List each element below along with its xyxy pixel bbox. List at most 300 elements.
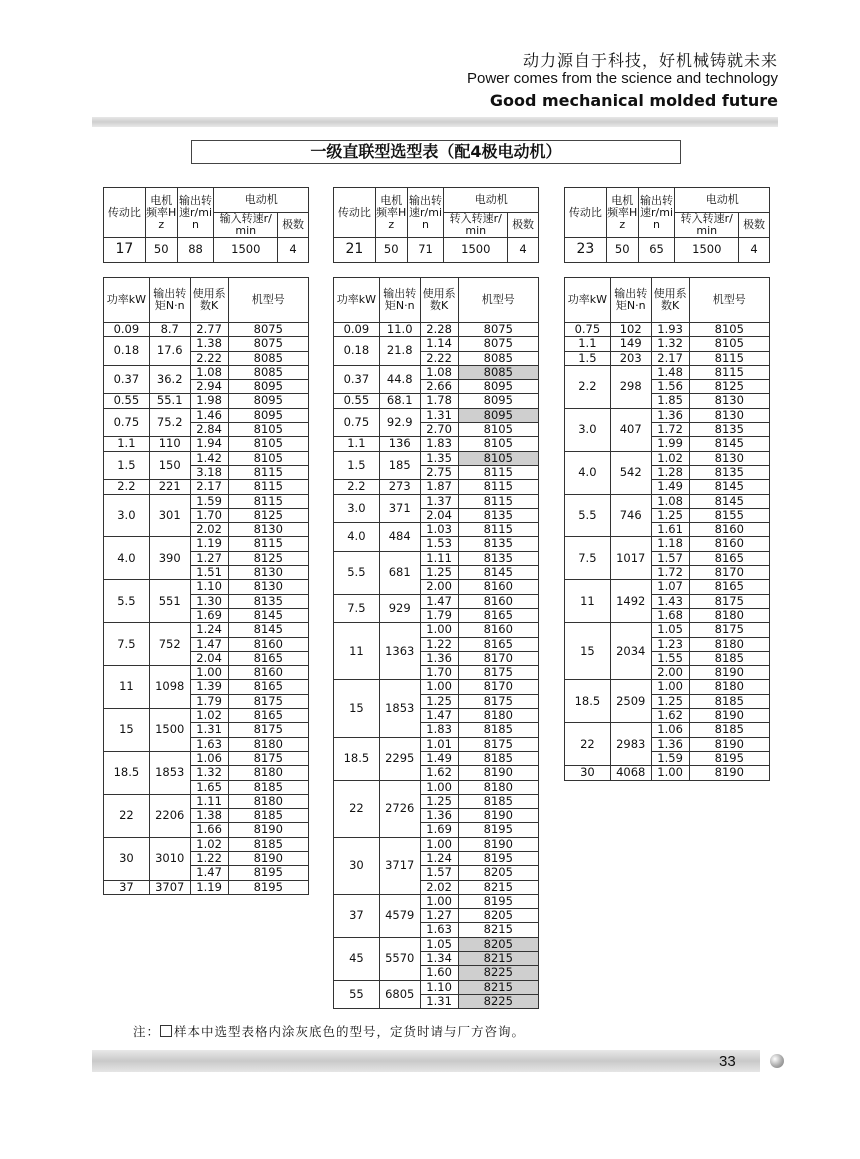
model-cell: 8215	[458, 923, 538, 937]
factor-cell: 1.79	[190, 694, 228, 708]
factor-cell: 2.70	[420, 423, 458, 437]
table-row	[334, 980, 539, 994]
power-cell: 2.2	[334, 480, 380, 494]
factor-cell: 1.69	[190, 608, 228, 622]
model-cell: 8180	[228, 794, 308, 808]
factor-cell: 1.72	[651, 423, 689, 437]
model-cell: 8135	[689, 465, 769, 479]
factor-cell: 1.68	[651, 608, 689, 622]
factor-cell: 1.27	[420, 909, 458, 923]
model-cell: 8125	[689, 380, 769, 394]
power-cell: 1.1	[565, 337, 611, 351]
model-cell: 8180	[458, 780, 538, 794]
footer-bar	[92, 1050, 760, 1072]
ratio-header: 传动比	[565, 188, 607, 238]
power-cell: 3.0	[334, 494, 380, 523]
model-cell: 8165	[228, 680, 308, 694]
torque-cell: 17.6	[149, 337, 190, 366]
power-cell: 15	[104, 709, 150, 752]
model-header: 机型号	[689, 278, 769, 323]
factor-cell: 1.47	[190, 866, 228, 880]
model-cell: 8190	[689, 737, 769, 751]
torque-cell: 8.7	[149, 323, 190, 337]
table-row	[104, 394, 309, 408]
model-cell: 8190	[228, 851, 308, 865]
model-cell: 8085	[228, 351, 308, 365]
factor-cell: 1.25	[651, 508, 689, 522]
model-cell: 8205	[458, 866, 538, 880]
table-row	[334, 680, 539, 694]
factor-cell: 2.22	[190, 351, 228, 365]
torque-header: 输出转矩N·n	[149, 278, 190, 323]
factor-cell: 1.57	[420, 866, 458, 880]
table-row	[565, 494, 770, 508]
model-cell: 8160	[689, 523, 769, 537]
table-row	[334, 408, 539, 422]
torque-cell: 92.9	[379, 408, 420, 437]
power-cell: 30	[565, 766, 611, 780]
selection-table	[564, 277, 770, 781]
model-cell: 8215	[458, 880, 538, 894]
poles-header: 极数	[278, 213, 309, 238]
motor-header: 电动机	[214, 188, 309, 213]
model-cell: 8135	[458, 551, 538, 565]
factor-cell: 2.66	[420, 380, 458, 394]
power-cell: 0.55	[104, 394, 150, 408]
table-row	[104, 880, 309, 894]
model-cell: 8175	[228, 751, 308, 765]
factor-cell: 1.00	[420, 780, 458, 794]
table-row	[334, 323, 539, 337]
factor-cell: 1.31	[420, 408, 458, 422]
factor-cell: 1.31	[190, 723, 228, 737]
model-cell: 8190	[689, 709, 769, 723]
power-cell: 30	[334, 837, 380, 894]
table-row	[334, 451, 539, 465]
model-cell: 8130	[689, 408, 769, 422]
power-cell: 18.5	[565, 680, 611, 723]
table-row	[565, 365, 770, 379]
model-cell: 8180	[228, 737, 308, 751]
factor-cell: 1.46	[190, 408, 228, 422]
torque-cell: 68.1	[379, 394, 420, 408]
ratio-header: 传动比	[334, 188, 376, 238]
factor-cell: 1.08	[190, 365, 228, 379]
model-cell: 8160	[228, 637, 308, 651]
torque-cell: 75.2	[149, 408, 190, 437]
page-number: 33	[719, 1053, 736, 1070]
poles-value: 4	[278, 238, 309, 263]
table-row	[565, 337, 770, 351]
power-cell: 2.2	[565, 365, 611, 408]
model-cell: 8085	[458, 365, 538, 379]
torque-cell: 3010	[149, 837, 190, 880]
model-cell: 8185	[458, 723, 538, 737]
model-cell: 8215	[458, 952, 538, 966]
model-cell: 8170	[689, 566, 769, 580]
freq-value: 50	[375, 238, 407, 263]
factor-cell: 1.10	[420, 980, 458, 994]
table-row	[334, 480, 539, 494]
model-cell: 8160	[458, 594, 538, 608]
power-cell: 0.18	[104, 337, 150, 366]
model-cell: 8130	[228, 566, 308, 580]
factor-cell: 1.62	[420, 766, 458, 780]
model-cell: 8170	[458, 680, 538, 694]
model-cell: 8135	[458, 508, 538, 522]
torque-cell: 371	[379, 494, 420, 523]
model-cell: 8105	[458, 451, 538, 465]
power-cell: 3.0	[104, 494, 150, 537]
factor-header: 使用系数K	[190, 278, 228, 323]
factor-cell: 1.02	[190, 837, 228, 851]
torque-cell: 4579	[379, 894, 420, 937]
factor-cell: 2.77	[190, 323, 228, 337]
model-cell: 8215	[458, 980, 538, 994]
model-header: 机型号	[458, 278, 538, 323]
factor-cell: 1.49	[420, 751, 458, 765]
torque-cell: 11.0	[379, 323, 420, 337]
factor-cell: 1.78	[420, 394, 458, 408]
power-cell: 0.09	[334, 323, 380, 337]
model-cell: 8165	[228, 651, 308, 665]
factor-cell: 1.66	[190, 823, 228, 837]
out-speed-value: 71	[407, 238, 444, 263]
model-cell: 8095	[458, 380, 538, 394]
model-cell: 8190	[228, 823, 308, 837]
header-divider-bar	[92, 117, 778, 127]
torque-cell: 407	[610, 408, 651, 451]
slogan-cn: 动力源自于科技，好机械铸就未来	[522, 51, 778, 70]
model-cell: 8085	[228, 365, 308, 379]
model-cell: 8185	[689, 694, 769, 708]
torque-cell: 681	[379, 551, 420, 594]
model-cell: 8115	[458, 465, 538, 479]
torque-cell: 110	[149, 437, 190, 451]
in-speed-header: 输入转速r/min	[214, 213, 278, 238]
model-cell: 8190	[458, 766, 538, 780]
power-cell: 7.5	[104, 623, 150, 666]
factor-cell: 1.94	[190, 437, 228, 451]
model-cell: 8145	[689, 437, 769, 451]
torque-cell: 1853	[149, 751, 190, 794]
power-cell: 5.5	[565, 494, 611, 537]
power-cell: 11	[334, 623, 380, 680]
factor-cell: 1.83	[420, 723, 458, 737]
factor-cell: 1.70	[190, 508, 228, 522]
ratio-value: 23	[565, 238, 607, 263]
power-cell: 1.5	[334, 451, 380, 480]
model-cell: 8085	[458, 351, 538, 365]
factor-cell: 1.31	[420, 994, 458, 1008]
model-cell: 8095	[228, 394, 308, 408]
out-speed-value: 88	[177, 238, 214, 263]
torque-cell: 6805	[379, 980, 420, 1009]
factor-cell: 2.00	[651, 666, 689, 680]
in-speed-value: 1500	[214, 238, 278, 263]
torque-cell: 301	[149, 494, 190, 537]
model-cell: 8185	[228, 780, 308, 794]
factor-cell: 1.25	[420, 694, 458, 708]
factor-cell: 1.48	[651, 365, 689, 379]
power-cell: 0.18	[334, 337, 380, 366]
model-cell: 8185	[689, 651, 769, 665]
factor-cell: 1.83	[420, 437, 458, 451]
torque-cell: 2206	[149, 794, 190, 837]
in-speed-header: 转入转速r/min	[444, 213, 508, 238]
factor-cell: 1.19	[190, 537, 228, 551]
factor-cell: 1.10	[190, 580, 228, 594]
footnote-text: 样本中选型表格内涂灰底色的型号，定货时请与厂方咨询。	[174, 1024, 526, 1039]
model-cell: 8125	[228, 508, 308, 522]
power-cell: 0.55	[334, 394, 380, 408]
slogan-en-bold: Good mechanical molded future	[489, 91, 778, 110]
freq-value: 50	[606, 238, 638, 263]
factor-cell: 1.63	[420, 923, 458, 937]
model-cell: 8160	[228, 666, 308, 680]
factor-cell: 1.37	[420, 494, 458, 508]
factor-cell: 2.22	[420, 351, 458, 365]
model-cell: 8105	[458, 437, 538, 451]
factor-cell: 1.22	[190, 851, 228, 865]
factor-cell: 1.00	[420, 680, 458, 694]
factor-cell: 1.70	[420, 666, 458, 680]
model-cell: 8105	[228, 451, 308, 465]
torque-cell: 1500	[149, 709, 190, 752]
power-header: 功率kW	[334, 278, 380, 323]
model-cell: 8155	[689, 508, 769, 522]
torque-cell: 390	[149, 537, 190, 580]
model-cell: 8190	[689, 766, 769, 780]
model-cell: 8180	[689, 680, 769, 694]
model-cell: 8105	[458, 423, 538, 437]
torque-cell: 484	[379, 523, 420, 552]
factor-cell: 1.08	[420, 365, 458, 379]
model-cell: 8145	[458, 566, 538, 580]
factor-cell: 1.00	[420, 894, 458, 908]
factor-cell: 1.24	[190, 623, 228, 637]
model-cell: 8195	[689, 751, 769, 765]
table-row	[334, 394, 539, 408]
model-cell: 8145	[689, 494, 769, 508]
factor-cell: 1.28	[651, 465, 689, 479]
model-cell: 8165	[689, 551, 769, 565]
in-speed-value: 1500	[675, 238, 739, 263]
factor-cell: 1.30	[190, 594, 228, 608]
power-cell: 1.1	[334, 437, 380, 451]
power-cell: 2.2	[104, 480, 150, 494]
factor-cell: 2.17	[190, 480, 228, 494]
power-cell: 22	[334, 780, 380, 837]
table-row	[104, 666, 309, 680]
motor-header: 电动机	[444, 188, 539, 213]
factor-cell: 1.01	[420, 737, 458, 751]
model-cell: 8175	[458, 666, 538, 680]
model-cell: 8135	[228, 594, 308, 608]
power-cell: 15	[565, 623, 611, 680]
freq-header: 电机频率Hz	[606, 188, 638, 238]
factor-cell: 1.93	[651, 323, 689, 337]
torque-cell: 36.2	[149, 365, 190, 394]
factor-cell: 1.07	[651, 580, 689, 594]
model-cell: 8115	[458, 494, 538, 508]
model-cell: 8165	[689, 580, 769, 594]
factor-cell: 1.39	[190, 680, 228, 694]
factor-cell: 1.36	[651, 408, 689, 422]
power-cell: 4.0	[104, 537, 150, 580]
model-cell: 8115	[689, 351, 769, 365]
model-cell: 8185	[689, 723, 769, 737]
torque-cell: 1492	[610, 580, 651, 623]
model-cell: 8180	[228, 766, 308, 780]
factor-header: 使用系数K	[651, 278, 689, 323]
power-cell: 18.5	[334, 737, 380, 780]
model-cell: 8160	[458, 623, 538, 637]
factor-cell: 1.51	[190, 566, 228, 580]
factor-cell: 1.03	[420, 523, 458, 537]
table-row	[104, 709, 309, 723]
factor-cell: 1.32	[651, 337, 689, 351]
factor-cell: 2.00	[420, 580, 458, 594]
torque-cell: 203	[610, 351, 651, 365]
factor-cell: 1.42	[190, 451, 228, 465]
factor-cell: 1.98	[190, 394, 228, 408]
model-cell: 8145	[689, 480, 769, 494]
model-cell: 8145	[228, 608, 308, 622]
power-cell: 4.0	[565, 451, 611, 494]
factor-cell: 1.38	[190, 337, 228, 351]
table-row	[565, 537, 770, 551]
factor-cell: 1.27	[190, 551, 228, 565]
power-cell: 11	[565, 580, 611, 623]
poles-header: 极数	[739, 213, 770, 238]
model-cell: 8160	[689, 537, 769, 551]
table-row	[104, 337, 309, 351]
power-cell: 5.5	[334, 551, 380, 594]
factor-cell: 1.87	[420, 480, 458, 494]
factor-cell: 1.05	[420, 937, 458, 951]
factor-cell: 1.60	[420, 966, 458, 980]
model-cell: 8160	[458, 580, 538, 594]
factor-cell: 1.05	[651, 623, 689, 637]
model-cell: 8195	[458, 894, 538, 908]
torque-cell: 752	[149, 623, 190, 666]
power-cell: 0.37	[334, 365, 380, 394]
model-cell: 8105	[228, 437, 308, 451]
ratio-value: 17	[104, 238, 146, 263]
model-cell: 8175	[228, 694, 308, 708]
torque-cell: 929	[379, 594, 420, 623]
factor-cell: 1.69	[420, 823, 458, 837]
power-cell: 0.09	[104, 323, 150, 337]
torque-cell: 21.8	[379, 337, 420, 366]
model-cell: 8175	[228, 723, 308, 737]
model-cell: 8225	[458, 966, 538, 980]
table-row	[104, 580, 309, 594]
torque-cell: 185	[379, 451, 420, 480]
model-header: 机型号	[228, 278, 308, 323]
factor-cell: 1.11	[190, 794, 228, 808]
table-row	[565, 451, 770, 465]
power-cell: 37	[334, 894, 380, 937]
footnote-prefix: 注：	[133, 1024, 161, 1039]
model-cell: 8135	[689, 423, 769, 437]
poles-value: 4	[739, 238, 770, 263]
factor-cell: 1.72	[651, 566, 689, 580]
torque-cell: 2509	[610, 680, 651, 723]
factor-cell: 1.55	[651, 651, 689, 665]
torque-cell: 44.8	[379, 365, 420, 394]
model-cell: 8180	[458, 709, 538, 723]
model-cell: 8125	[228, 551, 308, 565]
factor-cell: 1.79	[420, 608, 458, 622]
table-row	[565, 680, 770, 694]
factor-cell: 1.57	[651, 551, 689, 565]
table-row	[334, 737, 539, 751]
power-cell: 18.5	[104, 751, 150, 794]
factor-cell: 1.56	[651, 380, 689, 394]
factor-cell: 1.63	[190, 737, 228, 751]
model-cell: 8130	[689, 451, 769, 465]
factor-header: 使用系数K	[420, 278, 458, 323]
factor-cell: 2.17	[651, 351, 689, 365]
power-cell: 11	[104, 666, 150, 709]
model-cell: 8195	[228, 866, 308, 880]
selection-table	[103, 277, 309, 895]
model-cell: 8075	[458, 337, 538, 351]
torque-cell: 2295	[379, 737, 420, 780]
model-cell: 8115	[228, 494, 308, 508]
model-cell: 8095	[458, 394, 538, 408]
table-row	[565, 408, 770, 422]
model-cell: 8115	[228, 480, 308, 494]
torque-header: 输出转矩N·n	[610, 278, 651, 323]
table-row	[104, 365, 309, 379]
factor-cell: 2.04	[190, 651, 228, 665]
in-speed-header: 转入转速r/min	[675, 213, 739, 238]
power-cell: 37	[104, 880, 150, 894]
model-cell: 8190	[458, 837, 538, 851]
table-row	[104, 494, 309, 508]
factor-cell: 1.24	[420, 851, 458, 865]
torque-cell: 55.1	[149, 394, 190, 408]
factor-cell: 1.25	[651, 694, 689, 708]
model-cell: 8095	[458, 408, 538, 422]
model-cell: 8185	[228, 837, 308, 851]
table-row	[104, 623, 309, 637]
table-row	[334, 494, 539, 508]
factor-cell: 2.94	[190, 380, 228, 394]
ratio-table	[564, 187, 770, 263]
factor-cell: 1.53	[420, 537, 458, 551]
factor-cell: 2.02	[190, 523, 228, 537]
power-cell: 5.5	[104, 580, 150, 623]
model-cell: 8165	[228, 709, 308, 723]
model-cell: 8180	[689, 637, 769, 651]
torque-cell: 136	[379, 437, 420, 451]
factor-cell: 1.14	[420, 337, 458, 351]
model-cell: 8115	[458, 480, 538, 494]
table-row	[104, 451, 309, 465]
poles-header: 极数	[508, 213, 539, 238]
torque-cell: 1363	[379, 623, 420, 680]
power-cell: 45	[334, 937, 380, 980]
model-cell: 8075	[458, 323, 538, 337]
model-cell: 8105	[689, 323, 769, 337]
torque-cell: 746	[610, 494, 651, 537]
torque-cell: 542	[610, 451, 651, 494]
torque-cell: 2726	[379, 780, 420, 837]
